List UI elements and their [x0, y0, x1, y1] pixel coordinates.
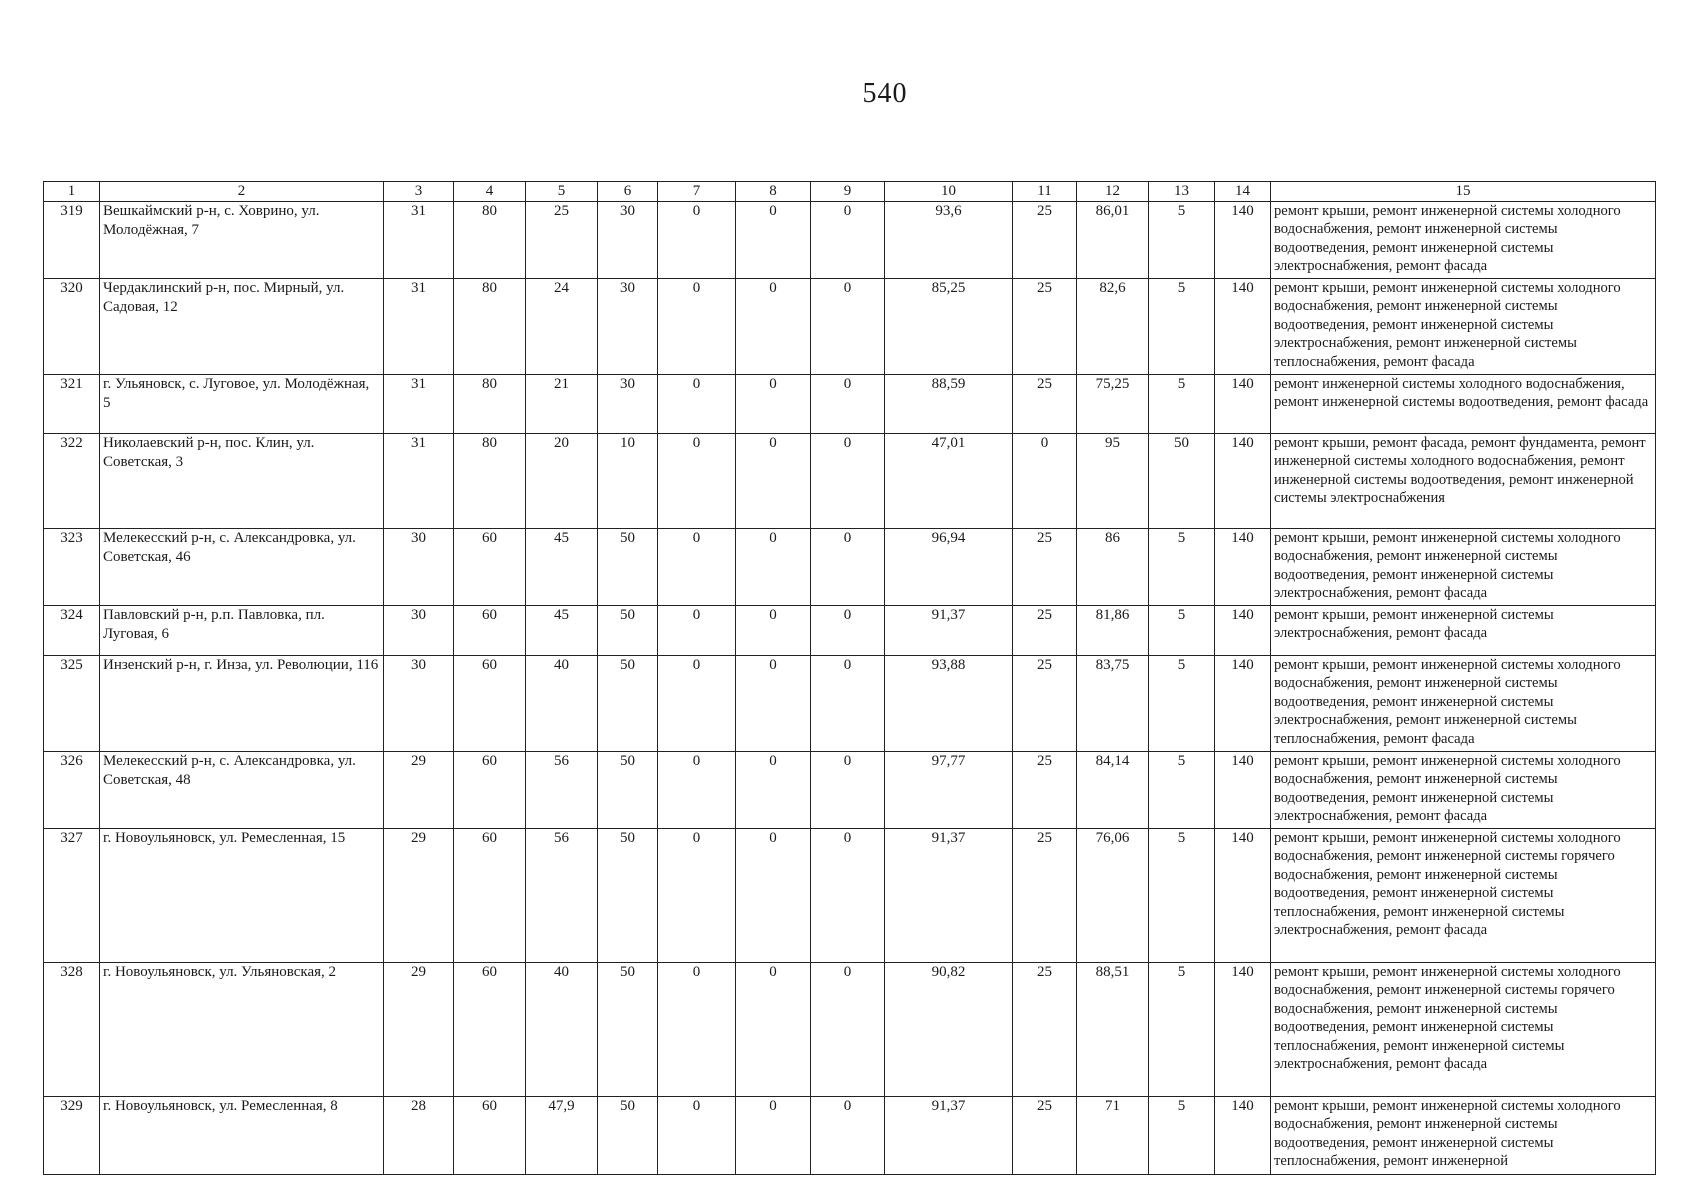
table-cell-number: 326	[44, 752, 100, 829]
table-cell-value: 25	[1013, 752, 1077, 829]
table-cell-value: 80	[454, 279, 526, 375]
table-cell-value: 50	[598, 606, 658, 656]
table-cell-value: 60	[454, 829, 526, 963]
table-cell-address: Павловский р-н, р.п. Павловка, пл. Луговая, 6	[100, 606, 384, 656]
header-row	[44, 182, 1656, 202]
table-cell-value: 30	[598, 202, 658, 279]
column-header: 15	[1271, 182, 1656, 202]
table-cell-value: 20	[526, 434, 598, 529]
table-cell-value: 50	[598, 1097, 658, 1175]
table-row	[44, 656, 1656, 752]
table-cell-works: ремонт крыши, ремонт фасада, ремонт фундамента, ремонт инженерной системы холодного водоснабжения, ремонт инженерной системы водоотведения, ремонт инженерной системы электроснабжения	[1271, 434, 1656, 529]
table-cell-value: 28	[384, 1097, 454, 1175]
table-cell-value: 5	[1149, 606, 1215, 656]
table-cell-value: 30	[598, 375, 658, 434]
table-cell-address: Мелекесский р-н, с. Александровка, ул. Советская, 48	[100, 752, 384, 829]
column-header: 12	[1077, 182, 1149, 202]
table-cell-address: Инзенский р-н, г. Инза, ул. Революции, 116	[100, 656, 384, 752]
table-cell-value: 29	[384, 829, 454, 963]
table-cell-value: 5	[1149, 529, 1215, 606]
table-cell-works: ремонт крыши, ремонт инженерной системы холодного водоснабжения, ремонт инженерной системы горячего водоснабжения, ремонт инженерной системы водоотведения, ремонт инженерной системы теплоснабжения, ремонт инженерной системы электроснабжения, ремонт фасада	[1271, 829, 1656, 963]
table-cell-value: 80	[454, 434, 526, 529]
table-cell-value: 140	[1215, 1097, 1271, 1175]
table-cell-address: Вешкаймский р-н, с. Ховрино, ул. Молодёжная, 7	[100, 202, 384, 279]
table-cell-works: ремонт крыши, ремонт инженерной системы холодного водоснабжения, ремонт инженерной системы водоотведения, ремонт инженерной системы теплоснабжения, ремонт инженерной	[1271, 1097, 1656, 1175]
table-cell-value: 0	[658, 202, 736, 279]
data-table	[43, 181, 1656, 1175]
column-header: 9	[811, 182, 885, 202]
column-header: 10	[885, 182, 1013, 202]
table-cell-number: 324	[44, 606, 100, 656]
table-cell-value: 60	[454, 1097, 526, 1175]
table-cell-value: 45	[526, 529, 598, 606]
table-cell-number: 325	[44, 656, 100, 752]
table-cell-value: 0	[811, 279, 885, 375]
table-cell-value: 140	[1215, 963, 1271, 1097]
table-cell-value: 60	[454, 529, 526, 606]
table-cell-number: 327	[44, 829, 100, 963]
table-cell-value: 0	[736, 606, 811, 656]
table-cell-value: 0	[736, 279, 811, 375]
table-cell-value: 25	[1013, 606, 1077, 656]
table-cell-value: 0	[1013, 434, 1077, 529]
table-cell-value: 5	[1149, 656, 1215, 752]
table-cell-value: 88,59	[885, 375, 1013, 434]
table-cell-value: 25	[1013, 829, 1077, 963]
table-cell-number: 322	[44, 434, 100, 529]
table-cell-value: 56	[526, 829, 598, 963]
column-header: 14	[1215, 182, 1271, 202]
column-header: 8	[736, 182, 811, 202]
table-cell-number: 319	[44, 202, 100, 279]
table-cell-value: 40	[526, 656, 598, 752]
table-row	[44, 279, 1656, 375]
table-cell-value: 0	[736, 963, 811, 1097]
table-cell-value: 25	[1013, 1097, 1077, 1175]
table-cell-value: 5	[1149, 279, 1215, 375]
table-cell-value: 0	[736, 752, 811, 829]
table-cell-value: 0	[658, 1097, 736, 1175]
table-cell-number: 320	[44, 279, 100, 375]
table-cell-value: 80	[454, 375, 526, 434]
table-cell-value: 0	[811, 202, 885, 279]
table-cell-value: 91,37	[885, 1097, 1013, 1175]
column-header: 4	[454, 182, 526, 202]
table-cell-value: 0	[736, 829, 811, 963]
table-cell-value: 5	[1149, 829, 1215, 963]
column-header: 1	[44, 182, 100, 202]
table-cell-value: 0	[811, 963, 885, 1097]
table-cell-works: ремонт крыши, ремонт инженерной системы холодного водоснабжения, ремонт инженерной системы водоотведения, ремонт инженерной системы электроснабжения, ремонт инженерной системы теплоснабжения, ремонт фасада	[1271, 279, 1656, 375]
table-cell-value: 56	[526, 752, 598, 829]
table-cell-value: 47,9	[526, 1097, 598, 1175]
table-cell-number: 321	[44, 375, 100, 434]
table-cell-value: 50	[598, 829, 658, 963]
table-cell-value: 0	[811, 656, 885, 752]
table-cell-value: 0	[736, 529, 811, 606]
table-cell-value: 50	[598, 656, 658, 752]
table-row	[44, 529, 1656, 606]
table-cell-value: 90,82	[885, 963, 1013, 1097]
table-cell-address: г. Ульяновск, с. Луговое, ул. Молодёжная, 5	[100, 375, 384, 434]
table-cell-value: 0	[811, 752, 885, 829]
table-cell-value: 21	[526, 375, 598, 434]
table-cell-value: 0	[658, 829, 736, 963]
table-cell-value: 140	[1215, 529, 1271, 606]
table-cell-value: 0	[736, 434, 811, 529]
table-cell-value: 5	[1149, 1097, 1215, 1175]
table-cell-value: 0	[658, 606, 736, 656]
table-cell-works: ремонт крыши, ремонт инженерной системы холодного водоснабжения, ремонт инженерной системы водоотведения, ремонт инженерной системы электроснабжения, ремонт инженерной системы теплоснабжения, ремонт фасада	[1271, 656, 1656, 752]
table-cell-value: 0	[658, 375, 736, 434]
table-cell-value: 5	[1149, 375, 1215, 434]
table-cell-value: 80	[454, 202, 526, 279]
table-cell-value: 86,01	[1077, 202, 1149, 279]
table-row	[44, 963, 1656, 1097]
table-cell-value: 81,86	[1077, 606, 1149, 656]
table-cell-value: 50	[598, 529, 658, 606]
table-cell-value: 84,14	[1077, 752, 1149, 829]
table-cell-value: 0	[736, 1097, 811, 1175]
table-cell-value: 96,94	[885, 529, 1013, 606]
table-row	[44, 434, 1656, 529]
table-cell-value: 31	[384, 279, 454, 375]
column-header: 2	[100, 182, 384, 202]
column-header: 5	[526, 182, 598, 202]
page-number: 540	[862, 78, 908, 109]
table-cell-value: 50	[598, 963, 658, 1097]
table-cell-value: 0	[658, 529, 736, 606]
table-cell-value: 0	[811, 434, 885, 529]
table-cell-value: 0	[658, 963, 736, 1097]
table-cell-value: 50	[598, 752, 658, 829]
table-cell-value: 76,06	[1077, 829, 1149, 963]
table-cell-value: 140	[1215, 656, 1271, 752]
table-cell-value: 140	[1215, 829, 1271, 963]
table-cell-value: 45	[526, 606, 598, 656]
table-cell-value: 60	[454, 963, 526, 1097]
table-cell-value: 60	[454, 606, 526, 656]
table-row	[44, 829, 1656, 963]
table-cell-value: 83,75	[1077, 656, 1149, 752]
table-cell-value: 30	[598, 279, 658, 375]
table-cell-works: ремонт крыши, ремонт инженерной системы электроснабжения, ремонт фасада	[1271, 606, 1656, 656]
table-cell-value: 0	[658, 656, 736, 752]
table-cell-value: 31	[384, 375, 454, 434]
table-body	[44, 202, 1656, 1175]
table-cell-value: 24	[526, 279, 598, 375]
table-cell-value: 140	[1215, 606, 1271, 656]
table-cell-value: 88,51	[1077, 963, 1149, 1097]
table-cell-value: 47,01	[885, 434, 1013, 529]
table-cell-value: 29	[384, 752, 454, 829]
table-cell-value: 97,77	[885, 752, 1013, 829]
table-row	[44, 202, 1656, 279]
table-cell-works: ремонт крыши, ремонт инженерной системы холодного водоснабжения, ремонт инженерной системы водоотведения, ремонт инженерной системы электроснабжения, ремонт фасада	[1271, 202, 1656, 279]
table-cell-value: 71	[1077, 1097, 1149, 1175]
table-cell-value: 140	[1215, 752, 1271, 829]
table-cell-address: Мелекесский р-н, с. Александровка, ул. Советская, 46	[100, 529, 384, 606]
table-cell-value: 95	[1077, 434, 1149, 529]
table-cell-value: 0	[736, 656, 811, 752]
column-header: 13	[1149, 182, 1215, 202]
column-header: 7	[658, 182, 736, 202]
table-cell-value: 25	[1013, 202, 1077, 279]
table-cell-value: 5	[1149, 963, 1215, 1097]
table-cell-value: 30	[384, 529, 454, 606]
table-cell-value: 30	[384, 606, 454, 656]
table-cell-value: 60	[454, 752, 526, 829]
table-cell-works: ремонт крыши, ремонт инженерной системы холодного водоснабжения, ремонт инженерной системы водоотведения, ремонт инженерной системы электроснабжения, ремонт фасада	[1271, 752, 1656, 829]
table-cell-number: 328	[44, 963, 100, 1097]
table-cell-value: 5	[1149, 752, 1215, 829]
table-row	[44, 1097, 1656, 1175]
table-cell-number: 323	[44, 529, 100, 606]
table-cell-value: 25	[1013, 963, 1077, 1097]
table-cell-works: ремонт инженерной системы холодного водоснабжения, ремонт инженерной системы водоотведения, ремонт фасада	[1271, 375, 1656, 434]
table-cell-value: 140	[1215, 375, 1271, 434]
table-cell-value: 10	[598, 434, 658, 529]
table-cell-works: ремонт крыши, ремонт инженерной системы холодного водоснабжения, ремонт инженерной системы водоотведения, ремонт инженерной системы электроснабжения, ремонт фасада	[1271, 529, 1656, 606]
table-cell-value: 0	[736, 375, 811, 434]
table-cell-value: 86	[1077, 529, 1149, 606]
table-cell-value: 93,88	[885, 656, 1013, 752]
table-cell-value: 0	[811, 829, 885, 963]
table-cell-address: г. Новоульяновск, ул. Ремесленная, 15	[100, 829, 384, 963]
table-cell-value: 0	[811, 529, 885, 606]
table-cell-address: г. Новоульяновск, ул. Ремесленная, 8	[100, 1097, 384, 1175]
table-cell-value: 85,25	[885, 279, 1013, 375]
table-cell-number: 329	[44, 1097, 100, 1175]
table-cell-value: 5	[1149, 202, 1215, 279]
table-cell-value: 0	[811, 606, 885, 656]
table-cell-value: 93,6	[885, 202, 1013, 279]
table-cell-value: 0	[658, 752, 736, 829]
table-cell-value: 25	[1013, 279, 1077, 375]
table-cell-value: 75,25	[1077, 375, 1149, 434]
column-header: 6	[598, 182, 658, 202]
table-row	[44, 752, 1656, 829]
table-cell-works: ремонт крыши, ремонт инженерной системы холодного водоснабжения, ремонт инженерной системы горячего водоснабжения, ремонт инженерной системы водоотведения, ремонт инженерной системы теплоснабжения, ремонт инженерной системы электроснабжения, ремонт фасада	[1271, 963, 1656, 1097]
table-cell-value: 0	[736, 202, 811, 279]
table-cell-value: 25	[526, 202, 598, 279]
table-row	[44, 375, 1656, 434]
table-cell-value: 25	[1013, 529, 1077, 606]
table-cell-value: 31	[384, 434, 454, 529]
table-cell-value: 31	[384, 202, 454, 279]
table-row	[44, 606, 1656, 656]
column-header: 11	[1013, 182, 1077, 202]
table-cell-address: Николаевский р-н, пос. Клин, ул. Советская, 3	[100, 434, 384, 529]
table-cell-address: Чердаклинский р-н, пос. Мирный, ул. Садовая, 12	[100, 279, 384, 375]
table-cell-value: 25	[1013, 656, 1077, 752]
table-cell-value: 0	[811, 1097, 885, 1175]
table-cell-value: 91,37	[885, 606, 1013, 656]
table-cell-value: 140	[1215, 279, 1271, 375]
table-cell-value: 0	[658, 434, 736, 529]
table-cell-address: г. Новоульяновск, ул. Ульяновская, 2	[100, 963, 384, 1097]
table-cell-value: 25	[1013, 375, 1077, 434]
table-cell-value: 140	[1215, 434, 1271, 529]
column-header: 3	[384, 182, 454, 202]
table-cell-value: 29	[384, 963, 454, 1097]
table-cell-value: 0	[658, 279, 736, 375]
table-cell-value: 50	[1149, 434, 1215, 529]
table-cell-value: 30	[384, 656, 454, 752]
table-cell-value: 140	[1215, 202, 1271, 279]
table-cell-value: 60	[454, 656, 526, 752]
table-cell-value: 91,37	[885, 829, 1013, 963]
table-cell-value: 40	[526, 963, 598, 1097]
table-cell-value: 82,6	[1077, 279, 1149, 375]
table-cell-value: 0	[811, 375, 885, 434]
